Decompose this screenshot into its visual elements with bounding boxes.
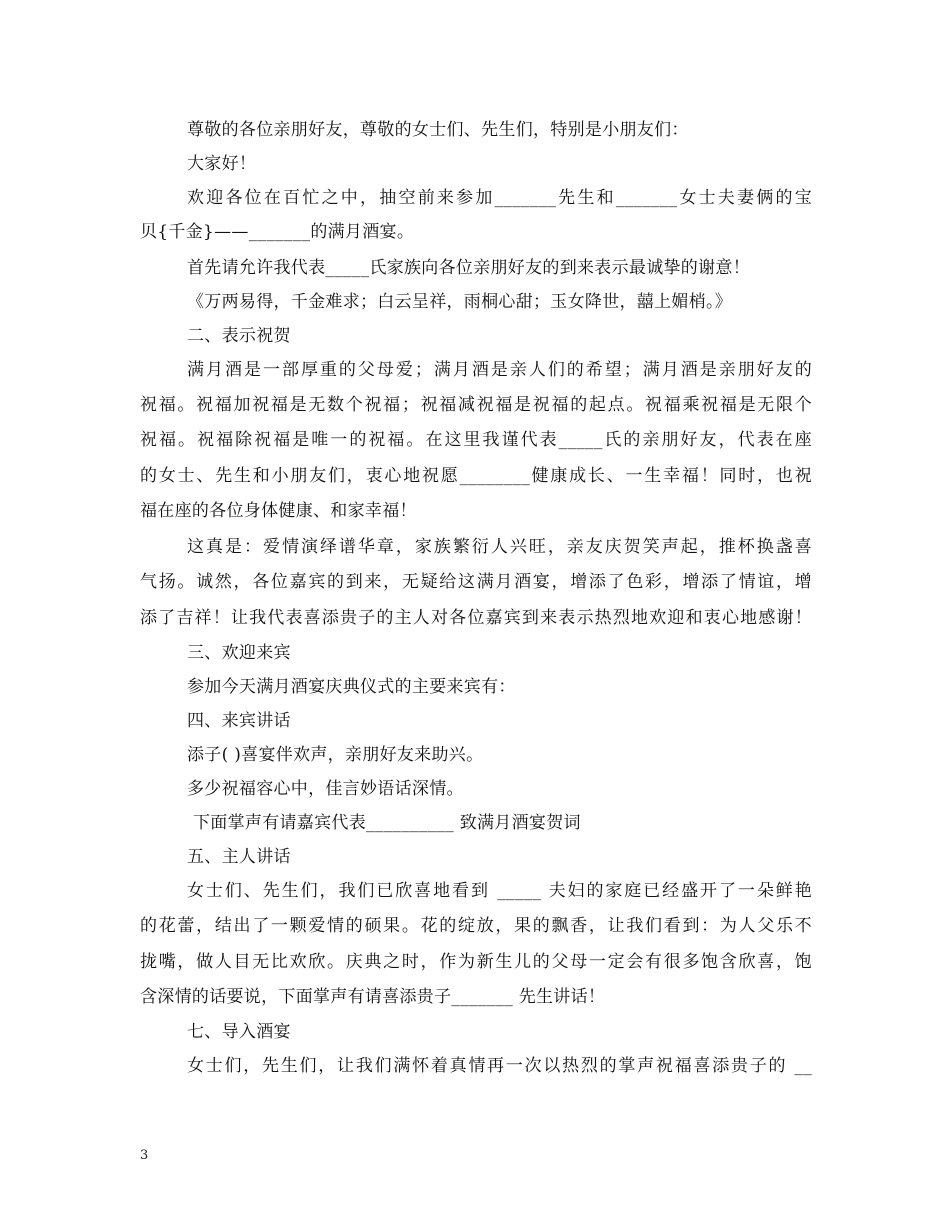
paragraph-line: 这真是：爱情演绎谱华章，家族繁衍人兴旺，亲友庆贺笑声起，推杯换盏喜 xyxy=(187,537,812,557)
section-heading: 五、主人讲话 xyxy=(187,847,291,867)
paragraph-line: 贝{千金}——_______的满月酒宴。 xyxy=(140,222,415,242)
paragraph-line: 的女士、先生和小朋友们，衷心地祝愿________健康成长、一生幸福！同时，也祝 xyxy=(140,466,812,486)
paragraph-line: 欢迎各位在百忙之中，抽空前来参加_______先生和_______女士夫妻俩的宝 xyxy=(187,188,812,208)
greeting-line: 大家好！ xyxy=(187,154,257,174)
paragraph-line: 含深情的话要说，下面掌声有请喜添贵子_______ 先生讲话！ xyxy=(140,987,606,1007)
paragraph-line: 满月酒是一部厚重的父母爱；满月酒是亲人们的希望；满月酒是亲朋好友的 xyxy=(187,360,812,380)
paragraph-line: 女士们、先生们，我们已欣喜地看到 _____ 夫妇的家庭已经盛开了一朵鲜艳 xyxy=(187,881,812,901)
verse-line: 多少祝福容心中，佳言妙语话深情。 xyxy=(187,779,464,799)
page-number: 3 xyxy=(140,1148,149,1163)
blessing-verse-line: 《万两易得，千金难求；白云呈祥，雨桐心甜；玉女降世，囍上媚梢。》 xyxy=(187,292,733,312)
verse-line: 添子( )喜宴伴欢声，亲朋好友来助兴。 xyxy=(187,745,484,765)
paragraph-line: 拢嘴，做人目无比欢欣。庆典之时，作为新生儿的父母一定会有很多饱含欣喜，饱 xyxy=(140,952,812,972)
section-heading: 七、导入酒宴 xyxy=(187,1022,291,1042)
section-heading: 四、来宾讲话 xyxy=(187,711,291,731)
paragraph-line: 祝福。祝福除祝福是唯一的祝福。在这里我谨代表_____氏的亲朋好友，代表在座 xyxy=(140,430,812,450)
paragraph-line: 添了吉祥！让我代表喜添贵子的主人对各位嘉宾到来表示热烈地欢迎和衷心地感谢！ xyxy=(140,608,812,628)
section-heading: 二、表示祝贺 xyxy=(187,326,291,346)
paragraph-line: 下面掌声有请嘉宾代表__________ 致满月酒宴贺词 xyxy=(193,813,581,833)
paragraph-line: 气扬。诚然，各位嘉宾的到来，无疑给这满月酒宴，增添了色彩，增添了情谊，增 xyxy=(140,572,812,592)
paragraph-line: 的花蕾，结出了一颗爱情的硕果。花的绽放，果的飘香，让我们看到：为人父乐不 xyxy=(140,916,812,936)
paragraph-line: 祝福。祝福加祝福是无数个祝福；祝福减祝福是祝福的起点。祝福乘祝福是无限个 xyxy=(140,395,812,415)
paragraph-line: 福在座的各位身体健康、和家幸福！ xyxy=(140,501,417,521)
paragraph-line: 女士们，先生们，让我们满怀着真情再一次以热烈的掌声祝福喜添贵子的 __ xyxy=(187,1056,812,1076)
paragraph-line: 参加今天满月酒宴庆典仪式的主要来宾有： xyxy=(187,677,516,697)
salutation-line: 尊敬的各位亲朋好友，尊敬的女士们、先生们，特别是小朋友们： xyxy=(187,120,689,140)
section-heading: 三、欢迎来宾 xyxy=(187,643,291,663)
paragraph-line: 首先请允许我代表_____氏家族向各位亲朋好友的到来表示最诚挚的谢意！ xyxy=(187,258,750,278)
